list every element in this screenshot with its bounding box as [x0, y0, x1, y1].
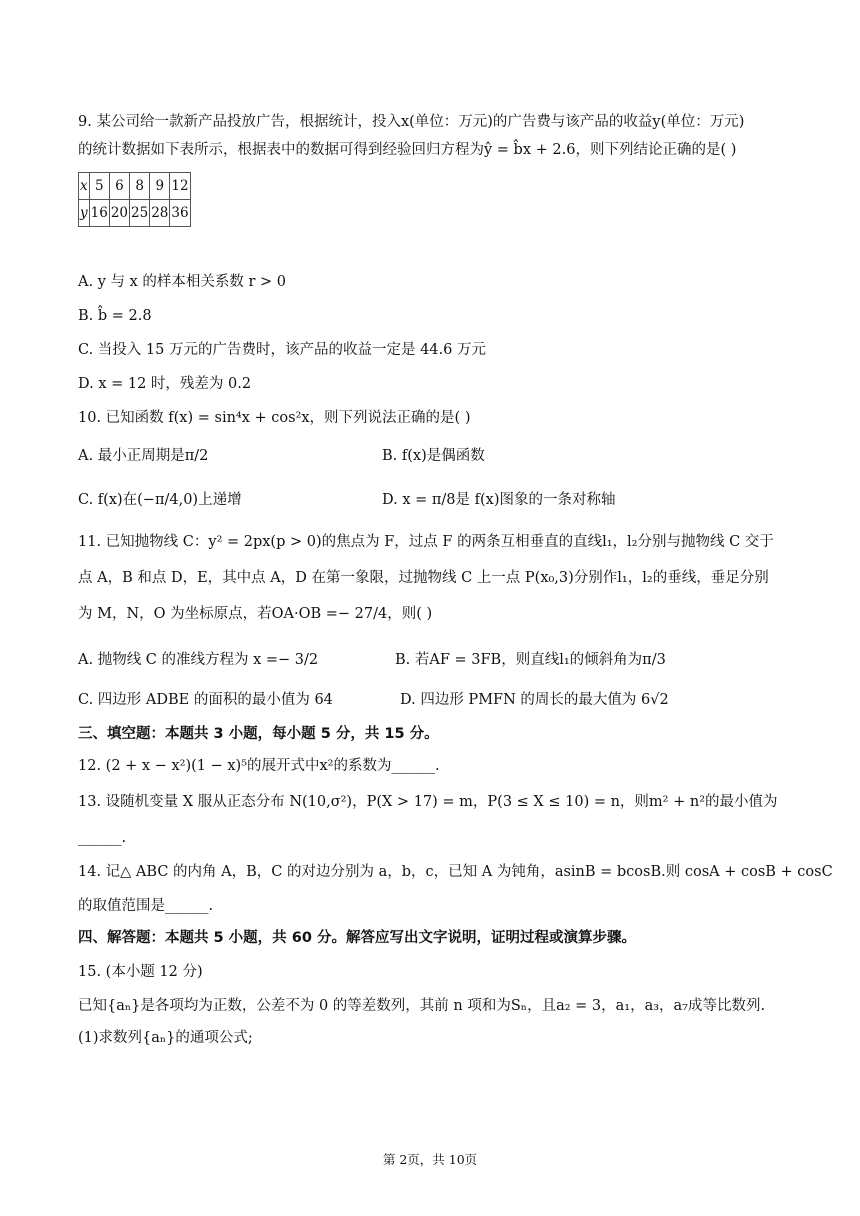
table-row [79, 173, 191, 200]
q13-stem-line-1: 13. 设随机变量 X 服从正态分布 N(10,σ²)，P(X > 17) = m，P(3 ≤ X ≤ 10) = n，则m² + n²的最小值为 [78, 794, 778, 810]
q9-data-table [78, 172, 191, 227]
q14-stem-line-1: 14. 记△ ABC 的内角 A，B，C 的对边分别为 a，b，c，已知 A 为钝角，asinB = bcosB.则 cosA + cosB + cosC [78, 864, 833, 880]
table-cell: 25 [130, 200, 150, 227]
table-cell: 12 [170, 173, 190, 200]
q11-stem-line-2: 点 A，B 和点 D，E，其中点 A，D 在第一象限，过抛物线 C 上一点 P(x₀,3)分别作l₁，l₂的垂线，垂足分别 [78, 570, 769, 586]
q9-stem-line-1: 9. 某公司给一款新产品投放广告，根据统计，投入x(单位：万元)的广告费与该产品的收益y(单位：万元) [78, 114, 745, 130]
q9-option-c: C. 当投入 15 万元的广告费时，该产品的收益一定是 44.6 万元 [78, 342, 486, 358]
table-header-y: y [79, 200, 90, 227]
q10-stem: 10. 已知函数 f(x) = sin⁴x + cos²x，则下列说法正确的是( ) [78, 410, 471, 426]
q11-stem-line-3: 为 M，N，O 为坐标原点，若OA·OB =− 27/4，则( ) [78, 606, 433, 622]
q11-option-a: A. 抛物线 C 的准线方程为 x =− 3/2 [78, 652, 319, 668]
q10-option-d: D. x = π/8是 f(x)图象的一条对称轴 [382, 492, 616, 508]
table-header-x: x [79, 173, 90, 200]
q11-option-d: D. 四边形 PMFN 的周长的最大值为 6√2 [400, 692, 669, 708]
page-footer: 第 2页，共 10页 [382, 1152, 478, 1167]
q15-title: 15. (本小题 12 分) [78, 964, 203, 980]
table-cell: 9 [150, 173, 170, 200]
q15-stem-line-1: 已知{aₙ}是各项均为正数，公差不为 0 的等差数列，其前 n 项和为Sₙ，且a₂ = 3，a₁，a₃，a₇成等比数列. [78, 998, 766, 1014]
q15-stem-line-2: (1)求数列{aₙ}的通项公式; [78, 1030, 253, 1046]
q10-option-b: B. f(x)是偶函数 [382, 448, 485, 464]
table-cell: 20 [109, 200, 129, 227]
table-cell: 36 [170, 200, 190, 227]
q11-stem-line-1: 11. 已知抛物线 C：y² = 2px(p > 0)的焦点为 F，过点 F 的两条互相垂直的直线l₁，l₂分别与抛物线 C 交于 [78, 534, 774, 550]
q10-option-a: A. 最小正周期是π/2 [78, 448, 209, 464]
table-cell: 5 [89, 173, 109, 200]
q11-option-c: C. 四边形 ADBE 的面积的最小值为 64 [78, 692, 333, 708]
table-cell: 8 [130, 173, 150, 200]
q9-option-b: B. b̂ = 2.8 [78, 308, 152, 324]
table-cell: 16 [89, 200, 109, 227]
q14-stem-line-2: 的取值范围是______. [78, 898, 214, 914]
section-4-heading: 四、解答题：本题共 5 小题，共 60 分。解答应写出文字说明，证明过程或演算步骤。 [78, 930, 636, 946]
q9-stem-line-2: 的统计数据如下表所示，根据表中的数据可得到经验回归方程为ŷ = b̂x + 2.6，则下列结论正确的是( ) [78, 142, 737, 158]
table-row [79, 200, 191, 227]
q9-option-d: D. x = 12 时，残差为 0.2 [78, 376, 252, 392]
q9-option-a: A. y 与 x 的样本相关系数 r > 0 [78, 274, 287, 290]
q11-option-b: B. 若AF = 3FB，则直线l₁的倾斜角为π/3 [395, 652, 666, 668]
table-cell: 6 [109, 173, 129, 200]
q13-stem-line-2: ______. [78, 830, 127, 846]
q12-stem: 12. (2 + x − x²)(1 − x)⁵的展开式中x²的系数为______. [78, 758, 440, 774]
table-cell: 28 [150, 200, 170, 227]
q10-option-c: C. f(x)在(−π/4,0)上递增 [78, 492, 242, 508]
section-3-heading: 三、填空题：本题共 3 小题，每小题 5 分，共 15 分。 [78, 726, 439, 742]
